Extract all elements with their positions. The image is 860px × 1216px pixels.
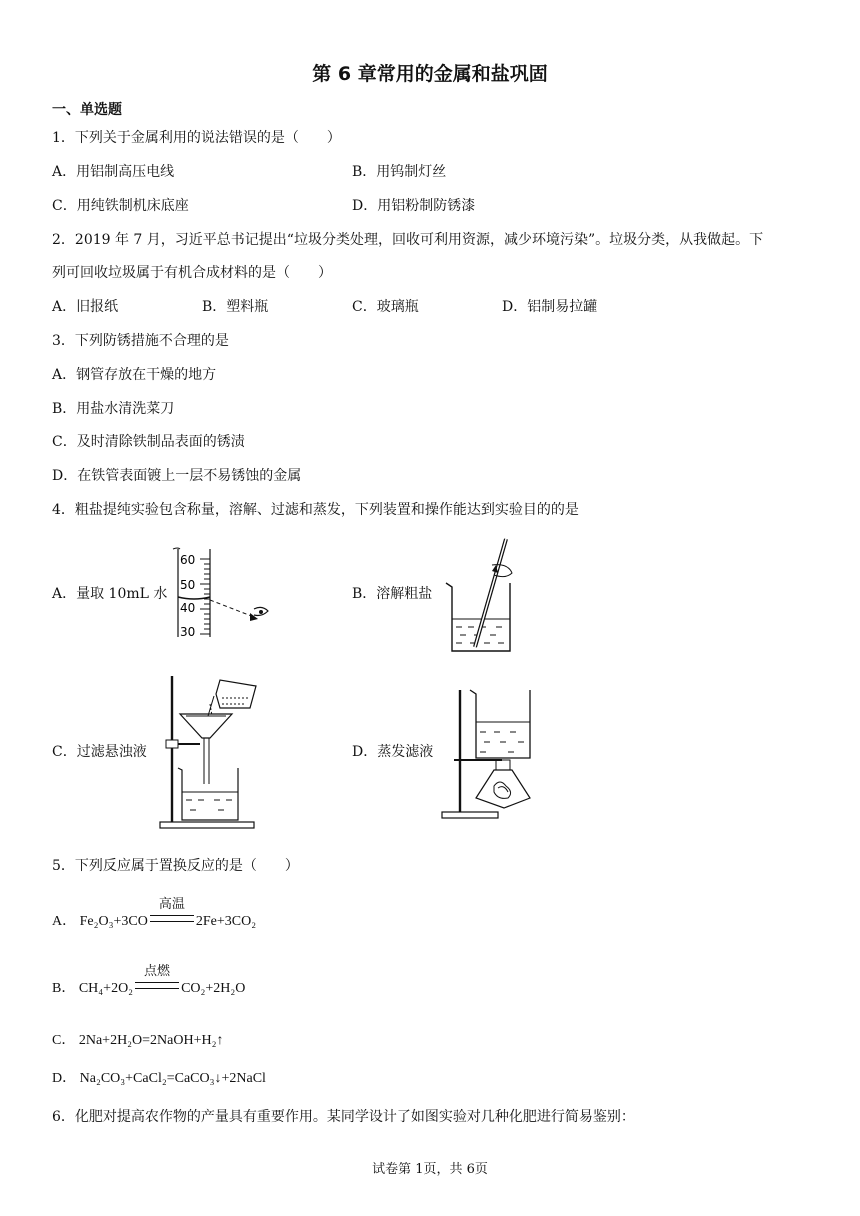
q2-option-d[interactable]: D．铝制易拉罐 xyxy=(502,299,598,315)
q1-option-a[interactable]: A．用铝制高压电线 xyxy=(52,164,175,180)
q4-option-d[interactable]: D．蒸发滤液 xyxy=(352,744,434,760)
q4-option-c[interactable]: C．过滤悬浊液 xyxy=(52,744,147,760)
q5-a-label: A． xyxy=(52,914,77,929)
q5-option-d[interactable] xyxy=(52,1069,266,1089)
evaporation-figure xyxy=(436,682,546,820)
q5-c-equation: 2Na+2H₂O=2NaOH+H₂↑ xyxy=(78,1033,224,1048)
q3-option-d[interactable]: D．在铁管表面镀上一层不易锈蚀的金属 xyxy=(52,468,302,484)
beaker-stirring-figure xyxy=(440,535,520,655)
graduated-cylinder-figure xyxy=(170,545,280,640)
q2-option-c[interactable]: C．玻璃瓶 xyxy=(352,299,419,315)
q2-stem-line2: 列可回收垃圾属于有机合成材料的是（ ） xyxy=(52,265,332,281)
q5-option-a[interactable] xyxy=(52,897,257,932)
q5-d-label: D． xyxy=(52,1071,77,1086)
cylinder-tick-40: 40 xyxy=(180,601,196,615)
cylinder-tick-50: 50 xyxy=(180,578,196,592)
cylinder-tick-60: 60 xyxy=(180,553,196,567)
q5-option-b[interactable] xyxy=(52,964,246,999)
q5-b-label: B． xyxy=(52,981,76,996)
q2-option-a[interactable]: A．旧报纸 xyxy=(52,299,119,315)
q5-c-label: C． xyxy=(52,1033,76,1048)
q3-stem: 3．下列防锈措施不合理的是 xyxy=(52,333,229,349)
section-heading: 一、单选题 xyxy=(52,102,122,118)
page-footer: 试卷第 1页，共 6页 xyxy=(372,1162,488,1177)
q3-option-b[interactable]: B．用盐水清洗菜刀 xyxy=(52,401,175,417)
q4-option-b[interactable]: B．溶解粗盐 xyxy=(352,586,433,602)
q5-d-equation: Na₂CO₃+CaCl₂=CaCO₃↓+2NaCl xyxy=(79,1071,266,1086)
q5-b-left: CH₄+2O₂ xyxy=(78,981,134,996)
q1-option-c[interactable]: C．用纯铁制机床底座 xyxy=(52,198,189,214)
q6-stem: 6．化肥对提高农作物的产量具有重要作用。某同学设计了如图实验对几种化肥进行简易鉴别： xyxy=(52,1109,635,1125)
q5-b-cond-text: 点燃 xyxy=(144,964,171,979)
q5-a-right: 2Fe+3CO₂ xyxy=(195,914,257,929)
q5-b-right: CO₂+2H₂O xyxy=(181,981,246,996)
q1-stem: 1．下列关于金属利用的说法错误的是（ ） xyxy=(52,130,341,146)
q1-option-d[interactable]: D．用铝粉制防锈漆 xyxy=(352,198,476,214)
q5-stem: 5．下列反应属于置换反应的是（ ） xyxy=(52,858,299,874)
q4-stem: 4．粗盐提纯实验包含称量，溶解、过滤和蒸发，下列装置和操作能达到实验目的的是 xyxy=(52,502,579,518)
q1-option-b[interactable]: B．用钨制灯丝 xyxy=(352,164,447,180)
q2-stem-line1: 2．2019 年 7 月，习近平总书记提出“垃圾分类处理，回收可利用资源，减少环境污染”。垃圾分类，从我做起。下 xyxy=(52,232,764,248)
filtration-figure xyxy=(156,672,266,830)
q3-option-a[interactable]: A．钢管存放在干燥的地方 xyxy=(52,367,217,383)
q5-a-left: Fe₂O₃+3CO xyxy=(79,914,148,929)
q2-option-b[interactable]: B．塑料瓶 xyxy=(202,299,269,315)
page-title: 第 6 章常用的金属和盐巩固 xyxy=(312,63,548,85)
q5-a-cond-text: 高温 xyxy=(158,897,185,912)
q3-option-c[interactable]: C．及时清除铁制品表面的锈渍 xyxy=(52,434,245,450)
q4-option-a[interactable]: A．量取 10mL 水 xyxy=(52,586,168,602)
q5-option-c[interactable] xyxy=(52,1031,224,1051)
cylinder-tick-30: 30 xyxy=(180,625,196,639)
q5-b-condition xyxy=(135,964,179,999)
q5-a-condition xyxy=(150,897,194,932)
